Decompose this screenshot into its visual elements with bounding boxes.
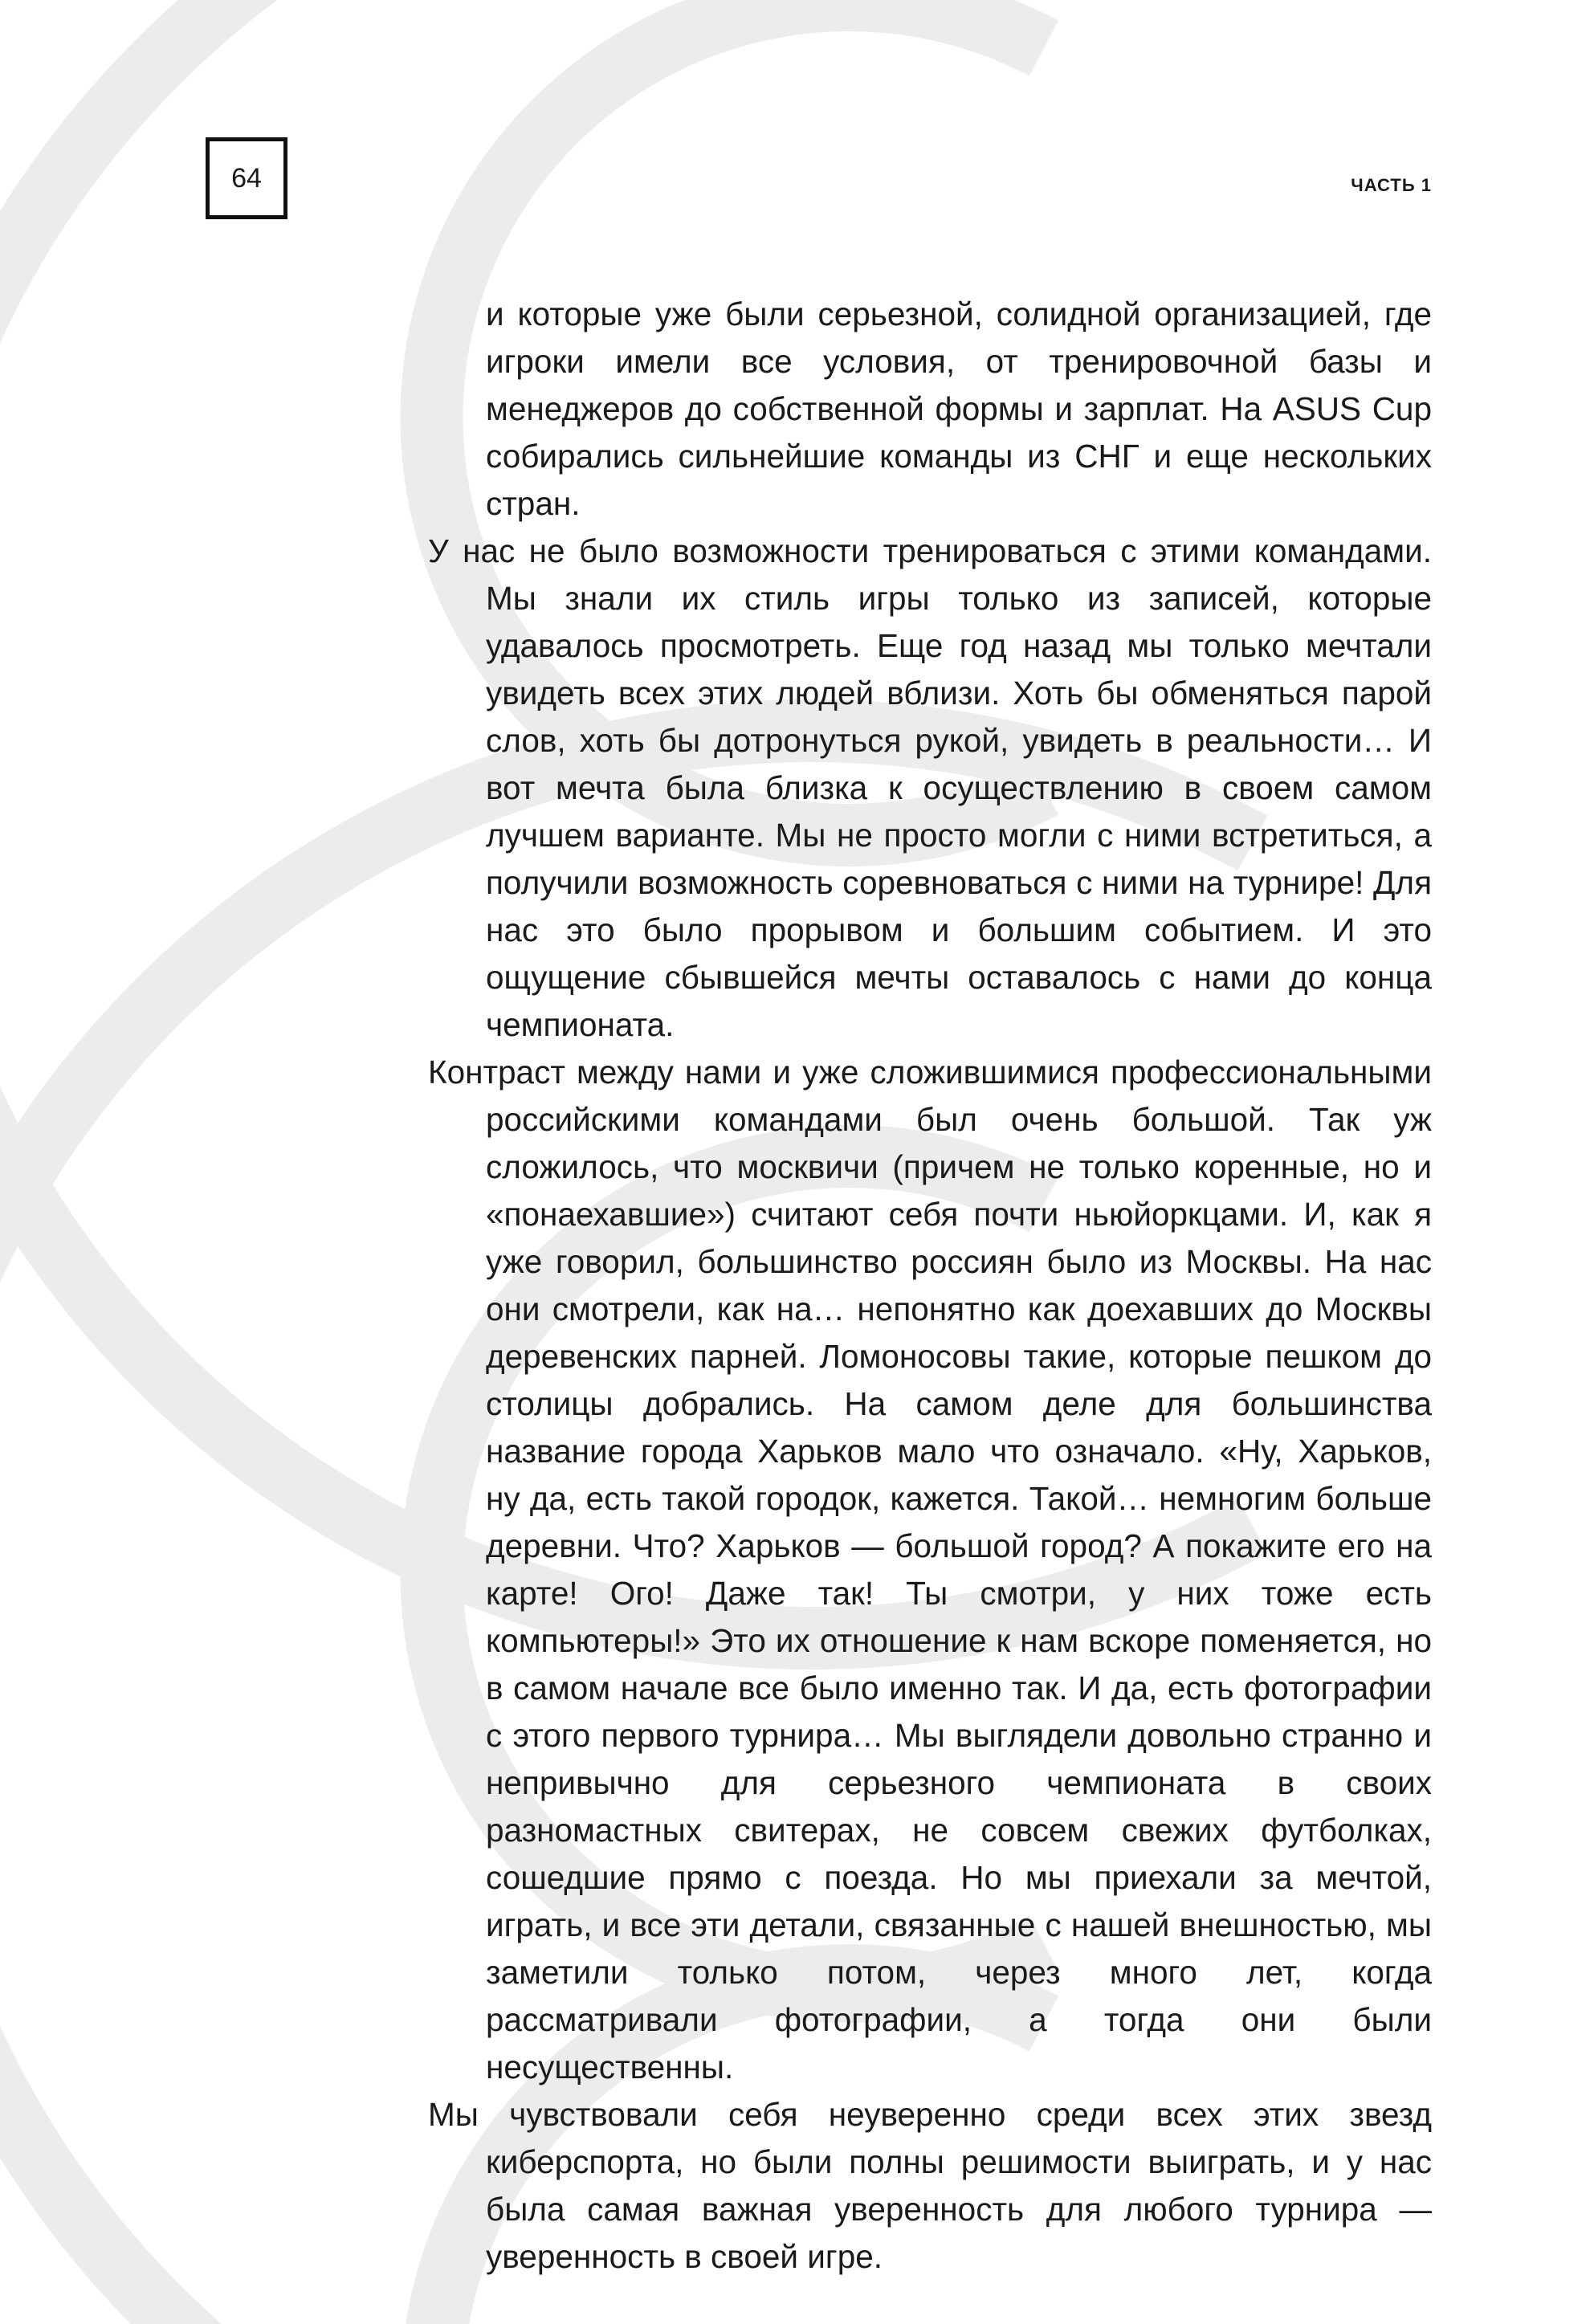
page-number: 64: [231, 162, 262, 194]
text-body: [428, 291, 1432, 2281]
paragraph-4: Мы чувствовали себя неуверенно среди всех этих звезд киберспорта, но были полны решимости выиграть, и у нас была самая важная уверенность для любого турнира — уверенность в своей игре.: [428, 2096, 1432, 2275]
page-number-box: [206, 137, 287, 219]
paragraph-2: У нас не было возможности тренироваться с этими командами. Мы знали их стиль игры только из записей, которые удавалось просмотреть. Еще год назад мы только мечтали увидеть всех этих людей вблизи. Хоть бы обменяться парой слов, хоть бы дотронуться рукой, увидеть в реальности… И вот мечта была близка к осуществлению в своем самом лучшем варианте. Мы не просто могли с ними встретиться, а получили возможность соревноваться с ними на турнире! Для нас это было прорывом и большим событием. И это ощущение сбывшейся мечты оставалось с нами до конца чемпионата.: [428, 532, 1432, 1043]
paragraph-3: Контраст между нами и уже сложившимися профессиональными российскими командами был очень большой. Так уж сложилось, что москвичи (причем не только коренные, но и «понаехавшие») считают себя почти ньюйоркцами. И, как я уже говорил, большинство россиян было из Москвы. На нас они смотрели, как на… непонятно как доехавших до Москвы деревенских парней. Ломоносовы такие, которые пешком до столицы добрались. На самом деле для большинства название города Харьков мало что означало. «Ну, Харьков, ну да, есть такой городок, кажется. Такой… немногим больше деревни. Что? Харьков — большой город? А покажите его на карте! Ого! Даже так! Ты смотри, у них тоже есть компьютеры!» Это их отношение к нам вскоре поменяется, но в самом начале все было именно так. И да, есть фотографии с этого первого турнира… Мы выглядели довольно странно и непривычно для серьезного чемпионата в своих разномастных свитерах, не совсем свежих футболках, сошедшие прямо с поезда. Но мы приехали за мечтой, играть, и все эти детали, связанные с нашей внешностью, мы заметили только потом, через много лет, когда рассматривали фотографии, а тогда они были несущественны.: [428, 1054, 1432, 2085]
running-head: ЧАСТЬ 1: [1351, 175, 1432, 195]
paragraph-1: и которые уже были серьезной, солидной организацией, где игроки имели все условия, от тренировочной базы и менеджеров до собственной формы и зарплат. На ASUS Cup собирались сильнейшие команды из СНГ и еще нескольких стран.: [486, 296, 1432, 522]
